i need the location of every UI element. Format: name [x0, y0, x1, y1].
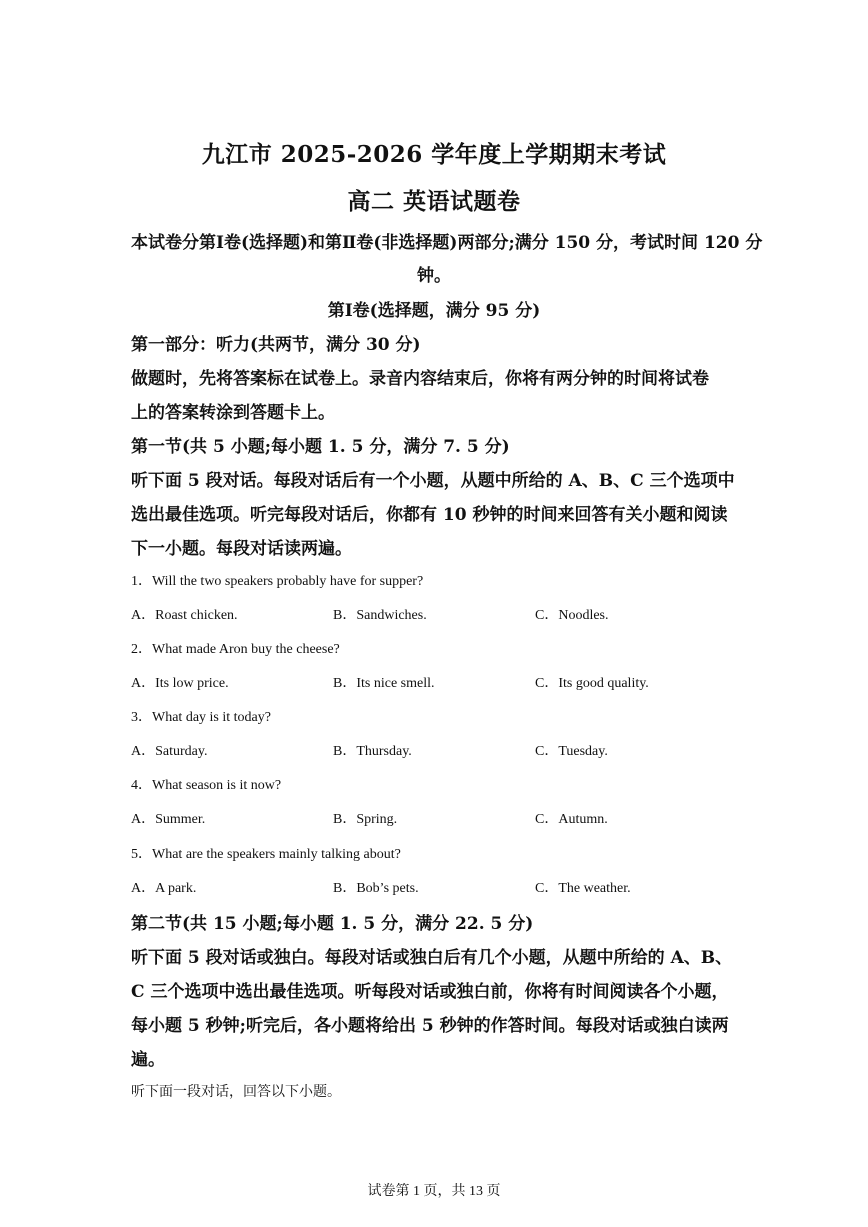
- part1-instruction-1: 做题时，先将答案标在试卷上。录音内容结束后，你将有两分钟的时间将试卷: [131, 369, 709, 389]
- intro-line-2: 钟。: [417, 266, 451, 286]
- volume-1-heading: 第Ⅰ卷(选择题，满分 95 分): [327, 301, 541, 321]
- section2-instruction-4: 遍。: [131, 1050, 165, 1070]
- question-5-option-a: A．A park.: [131, 881, 197, 896]
- section1-instruction-3: 下一小题。每段对话读两遍。: [131, 539, 352, 559]
- question-2: 2．What made Aron buy the cheese?: [131, 642, 340, 657]
- question-5-option-c: C．The weather.: [535, 881, 631, 896]
- section2-instruction-3: 每小题 5 秒钟;听完后，各小题将给出 5 秒钟的作答时间。每段对话或独白读两: [131, 1016, 729, 1036]
- question-2-option-b: B．Its nice smell.: [333, 676, 435, 691]
- section1-instruction-1: 听下面 5 段对话。每段对话后有一个小题，从题中所给的 A、B、C 三个选项中: [131, 471, 735, 491]
- question-3: 3．What day is it today?: [131, 710, 271, 725]
- question-5-option-b: B．Bob’s pets.: [333, 881, 419, 896]
- question-4-option-a: A．Summer.: [131, 812, 206, 827]
- question-1-option-c: C．Noodles.: [535, 608, 609, 623]
- section2-instruction-1: 听下面 5 段对话或独白。每段对话或独白后有几个小题，从题中所给的 A、B、: [131, 948, 733, 968]
- question-5: 5．What are the speakers mainly talking about?: [131, 847, 401, 862]
- section2-heading: 第二节(共 15 小题;每小题 1. 5 分，满分 22. 5 分): [131, 914, 534, 934]
- question-4-option-b: B．Spring.: [333, 812, 398, 827]
- section2-instruction-2: C 三个选项中选出最佳选项。听每段对话或独白前，你将有时间阅读各个小题，: [131, 982, 729, 1002]
- question-2-option-a: A．Its low price.: [131, 676, 229, 691]
- question-2-option-c: C．Its good quality.: [535, 676, 649, 691]
- question-4-option-c: C．Autumn.: [535, 812, 608, 827]
- question-3-option-b: B．Thursday.: [333, 744, 412, 759]
- part1-heading: 第一部分：听力(共两节，满分 30 分): [131, 335, 421, 355]
- question-4: 4．What season is it now?: [131, 778, 282, 793]
- page-footer: 试卷第 1 页，共 13 页: [367, 1184, 501, 1199]
- question-1: 1．Will the two speakers probably have for supper?: [131, 574, 424, 589]
- question-3-option-a: A．Saturday.: [131, 744, 208, 759]
- section2-lead: 听下面一段对话，回答以下小题。: [131, 1085, 341, 1100]
- section1-heading: 第一节(共 5 小题;每小题 1. 5 分，满分 7. 5 分): [131, 437, 510, 457]
- exam-title: 九江市 2025-2026 学年度上学期期末考试: [201, 141, 667, 168]
- question-1-option-a: A．Roast chicken.: [131, 608, 238, 623]
- section1-instruction-2: 选出最佳选项。听完每段对话后，你都有 10 秒钟的时间来回答有关小题和阅读: [131, 505, 728, 525]
- exam-subtitle: 高二 英语试题卷: [347, 188, 521, 215]
- question-3-option-c: C．Tuesday.: [535, 744, 608, 759]
- question-1-option-b: B．Sandwiches.: [333, 608, 427, 623]
- intro-line-1: 本试卷分第Ⅰ卷(选择题)和第Ⅱ卷(非选择题)两部分;满分 150 分，考试时间 120 分: [131, 233, 763, 253]
- part1-instruction-2: 上的答案转涂到答题卡上。: [131, 403, 335, 423]
